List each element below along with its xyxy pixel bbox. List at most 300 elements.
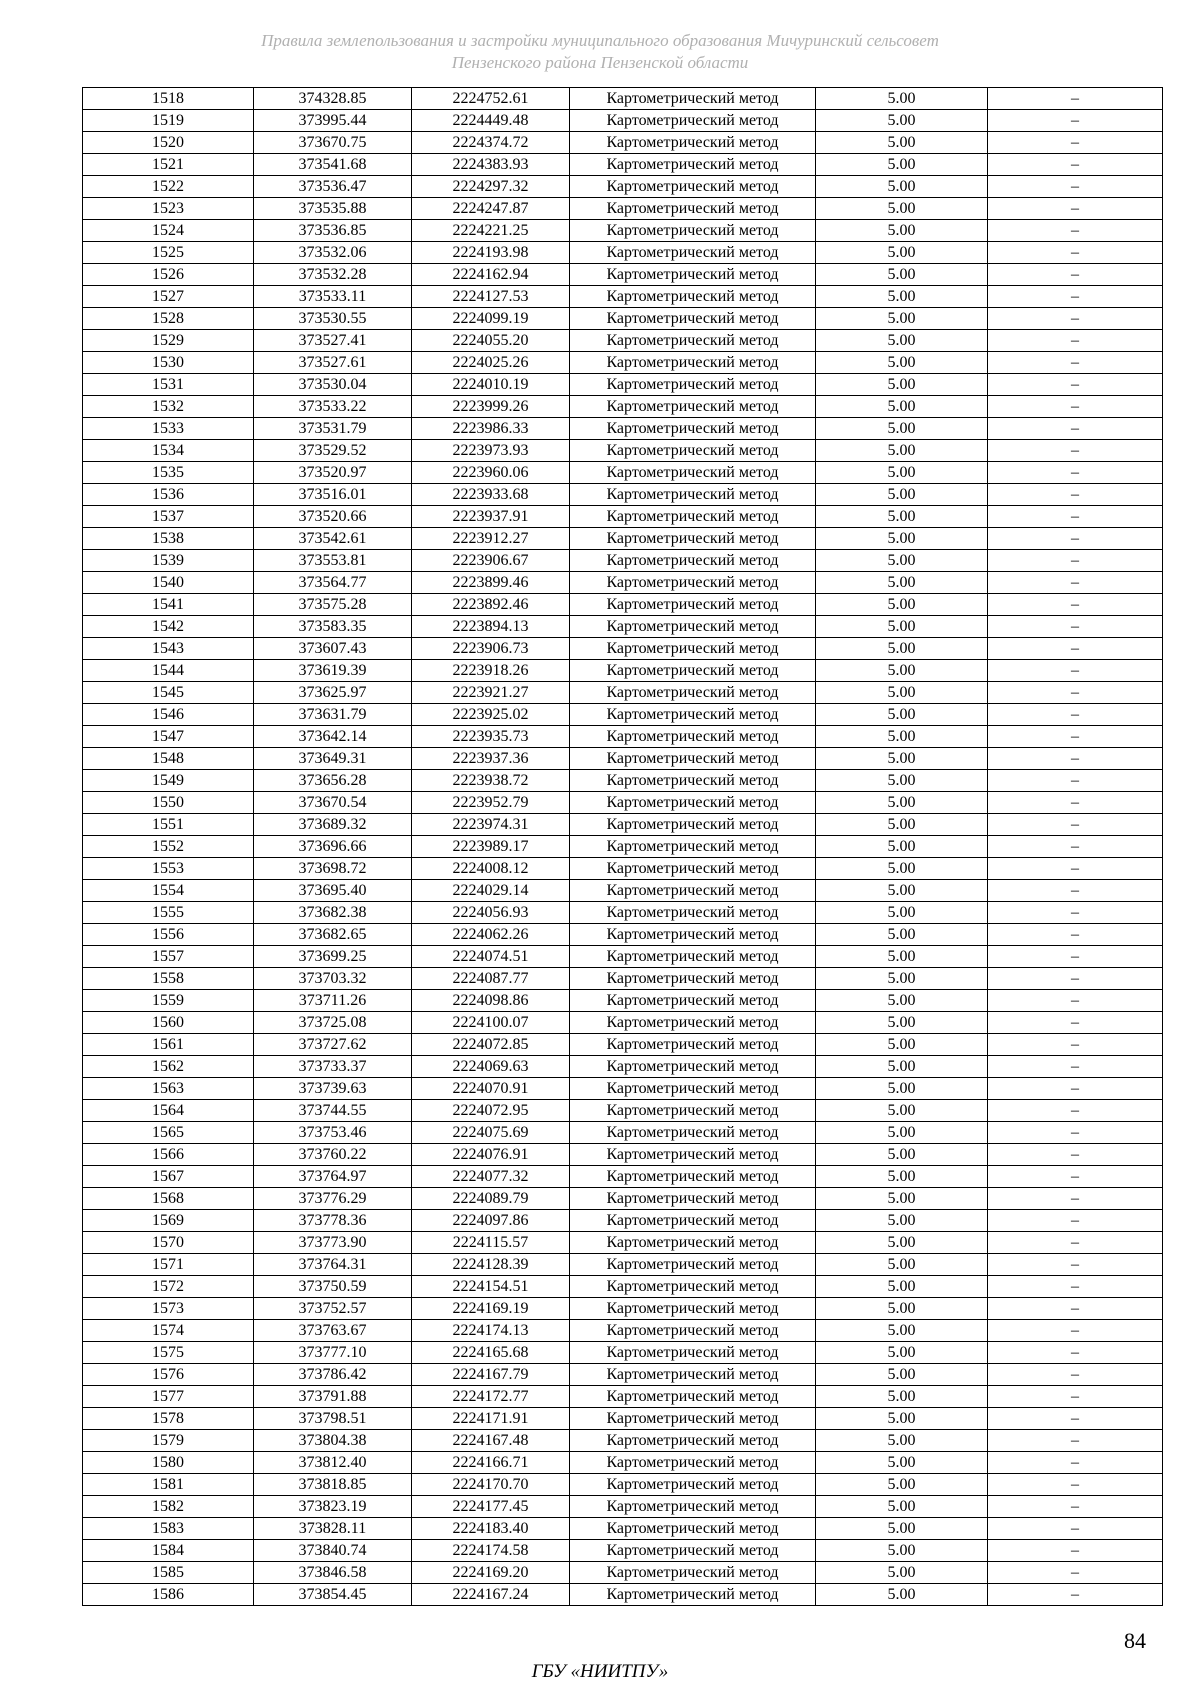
method-cell: Картометрический метод xyxy=(570,1034,816,1056)
note-cell: – xyxy=(988,770,1163,792)
accuracy-cell: 5.00 xyxy=(816,1188,988,1210)
note-cell: – xyxy=(988,638,1163,660)
note-cell: – xyxy=(988,396,1163,418)
note-cell: – xyxy=(988,1430,1163,1452)
coordinates-table-body xyxy=(83,88,1163,1606)
point-number-cell: 1570 xyxy=(83,1232,254,1254)
y-coordinate-cell: 2224169.20 xyxy=(412,1562,570,1584)
table-row xyxy=(83,814,1163,836)
point-number-cell: 1584 xyxy=(83,1540,254,1562)
x-coordinate-cell: 373656.28 xyxy=(254,770,412,792)
accuracy-cell: 5.00 xyxy=(816,88,988,110)
x-coordinate-cell: 373583.35 xyxy=(254,616,412,638)
y-coordinate-cell: 2223937.36 xyxy=(412,748,570,770)
method-cell: Картометрический метод xyxy=(570,484,816,506)
note-cell: – xyxy=(988,968,1163,990)
note-cell: – xyxy=(988,616,1163,638)
method-cell: Картометрический метод xyxy=(570,110,816,132)
accuracy-cell: 5.00 xyxy=(816,924,988,946)
y-coordinate-cell: 2223938.72 xyxy=(412,770,570,792)
table-row xyxy=(83,572,1163,594)
table-row xyxy=(83,748,1163,770)
method-cell: Картометрический метод xyxy=(570,374,816,396)
table-row xyxy=(83,330,1163,352)
accuracy-cell: 5.00 xyxy=(816,638,988,660)
note-cell: – xyxy=(988,132,1163,154)
table-row xyxy=(83,1430,1163,1452)
accuracy-cell: 5.00 xyxy=(816,660,988,682)
table-row xyxy=(83,484,1163,506)
y-coordinate-cell: 2224166.71 xyxy=(412,1452,570,1474)
header-line-1: Правила землепользования и застройки муниципального образования Мичуринский сельсовет xyxy=(261,31,939,50)
y-coordinate-cell: 2223906.67 xyxy=(412,550,570,572)
y-coordinate-cell: 2224383.93 xyxy=(412,154,570,176)
point-number-cell: 1579 xyxy=(83,1430,254,1452)
y-coordinate-cell: 2223933.68 xyxy=(412,484,570,506)
point-number-cell: 1538 xyxy=(83,528,254,550)
y-coordinate-cell: 2224752.61 xyxy=(412,88,570,110)
point-number-cell: 1581 xyxy=(83,1474,254,1496)
method-cell: Картометрический метод xyxy=(570,638,816,660)
accuracy-cell: 5.00 xyxy=(816,440,988,462)
y-coordinate-cell: 2223989.17 xyxy=(412,836,570,858)
table-row xyxy=(83,1496,1163,1518)
note-cell: – xyxy=(988,528,1163,550)
x-coordinate-cell: 373753.46 xyxy=(254,1122,412,1144)
point-number-cell: 1522 xyxy=(83,176,254,198)
y-coordinate-cell: 2224128.39 xyxy=(412,1254,570,1276)
accuracy-cell: 5.00 xyxy=(816,1474,988,1496)
method-cell: Картометрический метод xyxy=(570,1078,816,1100)
accuracy-cell: 5.00 xyxy=(816,308,988,330)
x-coordinate-cell: 373607.43 xyxy=(254,638,412,660)
y-coordinate-cell: 2224087.77 xyxy=(412,968,570,990)
note-cell: – xyxy=(988,572,1163,594)
x-coordinate-cell: 373532.28 xyxy=(254,264,412,286)
point-number-cell: 1580 xyxy=(83,1452,254,1474)
table-row xyxy=(83,1540,1163,1562)
point-number-cell: 1535 xyxy=(83,462,254,484)
note-cell: – xyxy=(988,264,1163,286)
accuracy-cell: 5.00 xyxy=(816,374,988,396)
x-coordinate-cell: 374328.85 xyxy=(254,88,412,110)
y-coordinate-cell: 2223960.06 xyxy=(412,462,570,484)
accuracy-cell: 5.00 xyxy=(816,1232,988,1254)
y-coordinate-cell: 2224072.95 xyxy=(412,1100,570,1122)
method-cell: Картометрический метод xyxy=(570,1540,816,1562)
method-cell: Картометрический метод xyxy=(570,396,816,418)
y-coordinate-cell: 2223952.79 xyxy=(412,792,570,814)
table-row xyxy=(83,836,1163,858)
y-coordinate-cell: 2224062.26 xyxy=(412,924,570,946)
y-coordinate-cell: 2224170.70 xyxy=(412,1474,570,1496)
x-coordinate-cell: 373670.54 xyxy=(254,792,412,814)
y-coordinate-cell: 2224167.79 xyxy=(412,1364,570,1386)
table-row xyxy=(83,1452,1163,1474)
y-coordinate-cell: 2223999.26 xyxy=(412,396,570,418)
point-number-cell: 1571 xyxy=(83,1254,254,1276)
y-coordinate-cell: 2224374.72 xyxy=(412,132,570,154)
y-coordinate-cell: 2223912.27 xyxy=(412,528,570,550)
table-row xyxy=(83,1320,1163,1342)
x-coordinate-cell: 373777.10 xyxy=(254,1342,412,1364)
y-coordinate-cell: 2224070.91 xyxy=(412,1078,570,1100)
note-cell: – xyxy=(988,748,1163,770)
point-number-cell: 1527 xyxy=(83,286,254,308)
x-coordinate-cell: 373682.38 xyxy=(254,902,412,924)
x-coordinate-cell: 373733.37 xyxy=(254,1056,412,1078)
y-coordinate-cell: 2223925.02 xyxy=(412,704,570,726)
method-cell: Картометрический метод xyxy=(570,1122,816,1144)
accuracy-cell: 5.00 xyxy=(816,880,988,902)
table-row xyxy=(83,352,1163,374)
point-number-cell: 1569 xyxy=(83,1210,254,1232)
table-row xyxy=(83,792,1163,814)
point-number-cell: 1564 xyxy=(83,1100,254,1122)
x-coordinate-cell: 373520.97 xyxy=(254,462,412,484)
y-coordinate-cell: 2224162.94 xyxy=(412,264,570,286)
method-cell: Картометрический метод xyxy=(570,154,816,176)
note-cell: – xyxy=(988,418,1163,440)
point-number-cell: 1568 xyxy=(83,1188,254,1210)
note-cell: – xyxy=(988,1122,1163,1144)
y-coordinate-cell: 2223937.91 xyxy=(412,506,570,528)
x-coordinate-cell: 373530.04 xyxy=(254,374,412,396)
method-cell: Картометрический метод xyxy=(570,308,816,330)
note-cell: – xyxy=(988,1232,1163,1254)
accuracy-cell: 5.00 xyxy=(816,1254,988,1276)
table-row xyxy=(83,1342,1163,1364)
point-number-cell: 1518 xyxy=(83,88,254,110)
y-coordinate-cell: 2224098.86 xyxy=(412,990,570,1012)
method-cell: Картометрический метод xyxy=(570,462,816,484)
method-cell: Картометрический метод xyxy=(570,264,816,286)
point-number-cell: 1531 xyxy=(83,374,254,396)
note-cell: – xyxy=(988,1518,1163,1540)
method-cell: Картометрический метод xyxy=(570,968,816,990)
y-coordinate-cell: 2224169.19 xyxy=(412,1298,570,1320)
y-coordinate-cell: 2224074.51 xyxy=(412,946,570,968)
accuracy-cell: 5.00 xyxy=(816,154,988,176)
point-number-cell: 1537 xyxy=(83,506,254,528)
table-row xyxy=(83,902,1163,924)
method-cell: Картометрический метод xyxy=(570,1100,816,1122)
accuracy-cell: 5.00 xyxy=(816,132,988,154)
note-cell: – xyxy=(988,814,1163,836)
table-row xyxy=(83,198,1163,220)
x-coordinate-cell: 373564.77 xyxy=(254,572,412,594)
accuracy-cell: 5.00 xyxy=(816,352,988,374)
method-cell: Картометрический метод xyxy=(570,242,816,264)
table-row xyxy=(83,660,1163,682)
accuracy-cell: 5.00 xyxy=(816,1012,988,1034)
header-line-2: Пензенского района Пензенской области xyxy=(451,53,749,72)
note-cell: – xyxy=(988,660,1163,682)
note-cell: – xyxy=(988,220,1163,242)
note-cell: – xyxy=(988,1408,1163,1430)
accuracy-cell: 5.00 xyxy=(816,1298,988,1320)
accuracy-cell: 5.00 xyxy=(816,1562,988,1584)
y-coordinate-cell: 2223973.93 xyxy=(412,440,570,462)
x-coordinate-cell: 373778.36 xyxy=(254,1210,412,1232)
table-row xyxy=(83,1584,1163,1606)
table-row xyxy=(83,1276,1163,1298)
table-row xyxy=(83,880,1163,902)
method-cell: Картометрический метод xyxy=(570,1518,816,1540)
note-cell: – xyxy=(988,1254,1163,1276)
table-row xyxy=(83,1518,1163,1540)
accuracy-cell: 5.00 xyxy=(816,836,988,858)
x-coordinate-cell: 373619.39 xyxy=(254,660,412,682)
point-number-cell: 1556 xyxy=(83,924,254,946)
accuracy-cell: 5.00 xyxy=(816,1034,988,1056)
x-coordinate-cell: 373764.97 xyxy=(254,1166,412,1188)
table-row xyxy=(83,1562,1163,1584)
y-coordinate-cell: 2224167.48 xyxy=(412,1430,570,1452)
note-cell: – xyxy=(988,484,1163,506)
x-coordinate-cell: 373776.29 xyxy=(254,1188,412,1210)
x-coordinate-cell: 373744.55 xyxy=(254,1100,412,1122)
table-row xyxy=(83,726,1163,748)
method-cell: Картометрический метод xyxy=(570,1584,816,1606)
point-number-cell: 1582 xyxy=(83,1496,254,1518)
y-coordinate-cell: 2223935.73 xyxy=(412,726,570,748)
x-coordinate-cell: 373752.57 xyxy=(254,1298,412,1320)
method-cell: Картометрический метод xyxy=(570,1320,816,1342)
note-cell: – xyxy=(988,990,1163,1012)
note-cell: – xyxy=(988,242,1163,264)
note-cell: – xyxy=(988,594,1163,616)
point-number-cell: 1551 xyxy=(83,814,254,836)
table-row xyxy=(83,1386,1163,1408)
table-row xyxy=(83,154,1163,176)
point-number-cell: 1561 xyxy=(83,1034,254,1056)
accuracy-cell: 5.00 xyxy=(816,704,988,726)
x-coordinate-cell: 373520.66 xyxy=(254,506,412,528)
method-cell: Картометрический метод xyxy=(570,88,816,110)
table-row xyxy=(83,132,1163,154)
x-coordinate-cell: 373533.11 xyxy=(254,286,412,308)
point-number-cell: 1576 xyxy=(83,1364,254,1386)
accuracy-cell: 5.00 xyxy=(816,1210,988,1232)
accuracy-cell: 5.00 xyxy=(816,1276,988,1298)
accuracy-cell: 5.00 xyxy=(816,616,988,638)
method-cell: Картометрический метод xyxy=(570,748,816,770)
accuracy-cell: 5.00 xyxy=(816,1540,988,1562)
x-coordinate-cell: 373739.63 xyxy=(254,1078,412,1100)
table-row xyxy=(83,704,1163,726)
point-number-cell: 1574 xyxy=(83,1320,254,1342)
method-cell: Картометрический метод xyxy=(570,198,816,220)
accuracy-cell: 5.00 xyxy=(816,1320,988,1342)
point-number-cell: 1554 xyxy=(83,880,254,902)
y-coordinate-cell: 2224056.93 xyxy=(412,902,570,924)
point-number-cell: 1549 xyxy=(83,770,254,792)
y-coordinate-cell: 2224165.68 xyxy=(412,1342,570,1364)
point-number-cell: 1572 xyxy=(83,1276,254,1298)
table-row xyxy=(83,1100,1163,1122)
table-row xyxy=(83,1232,1163,1254)
note-cell: – xyxy=(988,1320,1163,1342)
accuracy-cell: 5.00 xyxy=(816,990,988,1012)
table-row xyxy=(83,1012,1163,1034)
note-cell: – xyxy=(988,198,1163,220)
point-number-cell: 1543 xyxy=(83,638,254,660)
method-cell: Картометрический метод xyxy=(570,1012,816,1034)
table-row xyxy=(83,1298,1163,1320)
x-coordinate-cell: 373699.25 xyxy=(254,946,412,968)
x-coordinate-cell: 373529.52 xyxy=(254,440,412,462)
method-cell: Картометрический метод xyxy=(570,1276,816,1298)
note-cell: – xyxy=(988,462,1163,484)
note-cell: – xyxy=(988,1210,1163,1232)
table-row xyxy=(83,176,1163,198)
accuracy-cell: 5.00 xyxy=(816,1100,988,1122)
y-coordinate-cell: 2224075.69 xyxy=(412,1122,570,1144)
x-coordinate-cell: 373689.32 xyxy=(254,814,412,836)
method-cell: Картометрический метод xyxy=(570,1408,816,1430)
table-row xyxy=(83,440,1163,462)
x-coordinate-cell: 373798.51 xyxy=(254,1408,412,1430)
point-number-cell: 1547 xyxy=(83,726,254,748)
note-cell: – xyxy=(988,1100,1163,1122)
accuracy-cell: 5.00 xyxy=(816,946,988,968)
accuracy-cell: 5.00 xyxy=(816,1078,988,1100)
method-cell: Картометрический метод xyxy=(570,1166,816,1188)
table-row xyxy=(83,418,1163,440)
y-coordinate-cell: 2224055.20 xyxy=(412,330,570,352)
table-row xyxy=(83,1122,1163,1144)
accuracy-cell: 5.00 xyxy=(816,1408,988,1430)
method-cell: Картометрический метод xyxy=(570,440,816,462)
y-coordinate-cell: 2224100.07 xyxy=(412,1012,570,1034)
accuracy-cell: 5.00 xyxy=(816,528,988,550)
method-cell: Картометрический метод xyxy=(570,1144,816,1166)
accuracy-cell: 5.00 xyxy=(816,176,988,198)
method-cell: Картометрический метод xyxy=(570,792,816,814)
y-coordinate-cell: 2224008.12 xyxy=(412,858,570,880)
y-coordinate-cell: 2224072.85 xyxy=(412,1034,570,1056)
method-cell: Картометрический метод xyxy=(570,506,816,528)
accuracy-cell: 5.00 xyxy=(816,858,988,880)
method-cell: Картометрический метод xyxy=(570,1188,816,1210)
accuracy-cell: 5.00 xyxy=(816,1364,988,1386)
table-row xyxy=(83,770,1163,792)
y-coordinate-cell: 2224029.14 xyxy=(412,880,570,902)
y-coordinate-cell: 2223918.26 xyxy=(412,660,570,682)
point-number-cell: 1577 xyxy=(83,1386,254,1408)
method-cell: Картометрический метод xyxy=(570,660,816,682)
point-number-cell: 1526 xyxy=(83,264,254,286)
y-coordinate-cell: 2223986.33 xyxy=(412,418,570,440)
point-number-cell: 1557 xyxy=(83,946,254,968)
page-number: 84 xyxy=(1124,1628,1146,1653)
x-coordinate-cell: 373854.45 xyxy=(254,1584,412,1606)
point-number-cell: 1555 xyxy=(83,902,254,924)
accuracy-cell: 5.00 xyxy=(816,726,988,748)
note-cell: – xyxy=(988,1474,1163,1496)
accuracy-cell: 5.00 xyxy=(816,1056,988,1078)
table-row xyxy=(83,594,1163,616)
method-cell: Картометрический метод xyxy=(570,858,816,880)
note-cell: – xyxy=(988,1188,1163,1210)
table-row xyxy=(83,1254,1163,1276)
x-coordinate-cell: 373536.85 xyxy=(254,220,412,242)
y-coordinate-cell: 2224193.98 xyxy=(412,242,570,264)
x-coordinate-cell: 373532.06 xyxy=(254,242,412,264)
table-row xyxy=(83,374,1163,396)
accuracy-cell: 5.00 xyxy=(816,1122,988,1144)
x-coordinate-cell: 373527.41 xyxy=(254,330,412,352)
x-coordinate-cell: 373786.42 xyxy=(254,1364,412,1386)
y-coordinate-cell: 2224077.32 xyxy=(412,1166,570,1188)
table-row xyxy=(83,682,1163,704)
note-cell: – xyxy=(988,1056,1163,1078)
table-row xyxy=(83,242,1163,264)
y-coordinate-cell: 2223906.73 xyxy=(412,638,570,660)
note-cell: – xyxy=(988,1144,1163,1166)
x-coordinate-cell: 373804.38 xyxy=(254,1430,412,1452)
point-number-cell: 1552 xyxy=(83,836,254,858)
note-cell: – xyxy=(988,682,1163,704)
note-cell: – xyxy=(988,1452,1163,1474)
point-number-cell: 1565 xyxy=(83,1122,254,1144)
table-row xyxy=(83,638,1163,660)
y-coordinate-cell: 2224221.25 xyxy=(412,220,570,242)
note-cell: – xyxy=(988,352,1163,374)
method-cell: Картометрический метод xyxy=(570,1298,816,1320)
x-coordinate-cell: 373711.26 xyxy=(254,990,412,1012)
x-coordinate-cell: 373642.14 xyxy=(254,726,412,748)
note-cell: – xyxy=(988,946,1163,968)
method-cell: Картометрический метод xyxy=(570,836,816,858)
y-coordinate-cell: 2224010.19 xyxy=(412,374,570,396)
method-cell: Картометрический метод xyxy=(570,1474,816,1496)
x-coordinate-cell: 373763.67 xyxy=(254,1320,412,1342)
y-coordinate-cell: 2224174.58 xyxy=(412,1540,570,1562)
method-cell: Картометрический метод xyxy=(570,1386,816,1408)
method-cell: Картометрический метод xyxy=(570,418,816,440)
method-cell: Картометрический метод xyxy=(570,946,816,968)
table-row xyxy=(83,220,1163,242)
point-number-cell: 1559 xyxy=(83,990,254,1012)
method-cell: Картометрический метод xyxy=(570,1232,816,1254)
table-row xyxy=(83,1188,1163,1210)
y-coordinate-cell: 2224167.24 xyxy=(412,1584,570,1606)
note-cell: – xyxy=(988,1540,1163,1562)
y-coordinate-cell: 2224247.87 xyxy=(412,198,570,220)
note-cell: – xyxy=(988,902,1163,924)
table-row xyxy=(83,506,1163,528)
point-number-cell: 1550 xyxy=(83,792,254,814)
method-cell: Картометрический метод xyxy=(570,1342,816,1364)
method-cell: Картометрический метод xyxy=(570,1452,816,1474)
method-cell: Картометрический метод xyxy=(570,1496,816,1518)
accuracy-cell: 5.00 xyxy=(816,770,988,792)
note-cell: – xyxy=(988,836,1163,858)
point-number-cell: 1545 xyxy=(83,682,254,704)
accuracy-cell: 5.00 xyxy=(816,1584,988,1606)
y-coordinate-cell: 2223894.13 xyxy=(412,616,570,638)
x-coordinate-cell: 373791.88 xyxy=(254,1386,412,1408)
x-coordinate-cell: 373727.62 xyxy=(254,1034,412,1056)
accuracy-cell: 5.00 xyxy=(816,484,988,506)
accuracy-cell: 5.00 xyxy=(816,110,988,132)
point-number-cell: 1575 xyxy=(83,1342,254,1364)
method-cell: Картометрический метод xyxy=(570,1056,816,1078)
method-cell: Картометрический метод xyxy=(570,902,816,924)
note-cell: – xyxy=(988,330,1163,352)
